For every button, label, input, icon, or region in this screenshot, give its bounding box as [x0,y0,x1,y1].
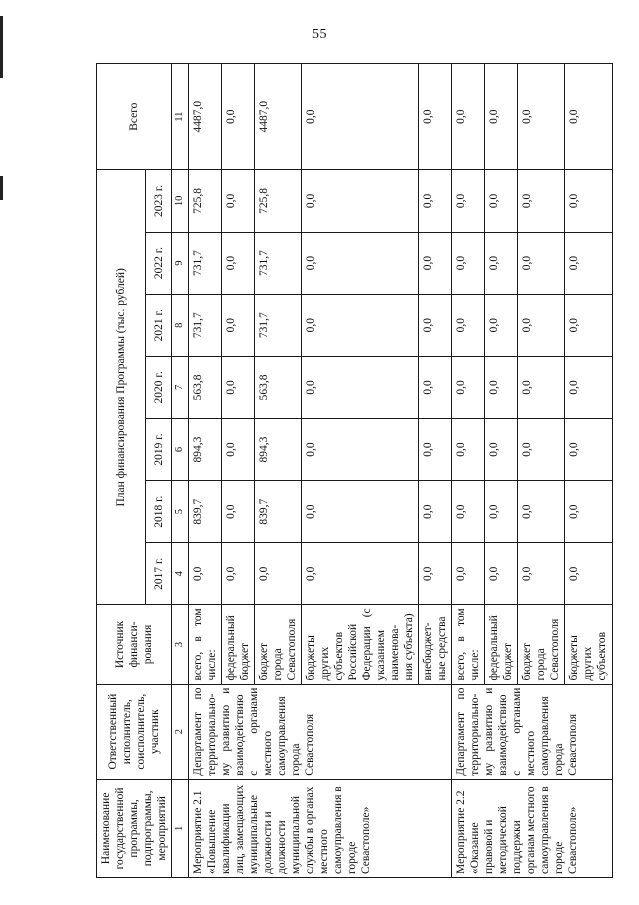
header-name: Наименование государственной программы, подпрограммы, мероприятий [97,779,172,877]
value-cell: 0,0 [452,543,485,605]
total-cell: 0,0 [419,64,452,170]
value-cell: 0,0 [222,356,255,418]
column-number: 3 [172,605,189,684]
value-cell: 0,0 [189,543,222,605]
header-year: 2021 г. [146,294,172,356]
value-cell: 0,0 [518,543,565,605]
value-cell: 839,7 [189,481,222,543]
funding-source: федеральный бюджет [485,605,518,684]
value-cell: 0,0 [485,170,518,232]
total-cell: 0,0 [302,64,419,170]
value-cell: 0,0 [485,356,518,418]
total-cell: 0,0 [518,64,565,170]
funding-source: федеральный бюджет [222,605,255,684]
value-cell: 0,0 [419,543,452,605]
value-cell: 731,7 [255,294,302,356]
funding-source: бюджет города Севастополя [255,605,302,684]
value-cell: 0,0 [518,170,565,232]
column-number: 4 [172,543,189,605]
header-source: Источник финанси-рования [97,605,172,684]
value-cell: 0,0 [255,543,302,605]
value-cell: 563,8 [255,356,302,418]
header-year: 2017 г. [146,543,172,605]
column-number: 10 [172,170,189,232]
value-cell: 0,0 [518,481,565,543]
column-number: 2 [172,684,189,779]
value-cell: 0,0 [222,481,255,543]
value-cell: 0,0 [222,232,255,294]
financing-table [96,63,613,878]
value-cell: 0,0 [565,294,612,356]
value-cell: 894,3 [255,418,302,480]
value-cell: 0,0 [302,170,419,232]
page-number: 55 [312,27,327,42]
funding-source: бюджет города Севастополя [518,605,565,684]
header-executor: Ответственный исполнитель, соисполнитель, участник [97,684,172,779]
value-cell: 0,0 [565,356,612,418]
value-cell: 731,7 [189,294,222,356]
measure-name: Мероприятие 2.2 «Оказание правовой и методической поддержки органам местного самоуправления в городе Севастополе» [452,779,612,877]
column-number: 5 [172,481,189,543]
total-cell: 0,0 [222,64,255,170]
value-cell: 0,0 [419,170,452,232]
total-cell: 0,0 [565,64,612,170]
value-cell: 725,8 [255,170,302,232]
value-cell: 0,0 [485,294,518,356]
value-cell: 0,0 [452,418,485,480]
value-cell: 0,0 [485,418,518,480]
header-plan: План финансирования Программы (тыс. рублей) [97,170,146,605]
funding-source: бюджеты других субъектов [565,605,612,684]
column-number: 7 [172,356,189,418]
value-cell: 0,0 [452,356,485,418]
value-cell: 0,0 [419,294,452,356]
scan-edge-mark [0,16,3,78]
value-cell: 0,0 [419,232,452,294]
value-cell: 0,0 [565,170,612,232]
measure-executor: Департамент по территориально-му развитию и взаимодействию с органами местного самоуправления города Севастополя [452,684,612,779]
funding-source: внебюджет-ные средства [419,605,452,684]
value-cell: 0,0 [419,418,452,480]
total-cell: 0,0 [485,64,518,170]
value-cell: 0,0 [302,481,419,543]
value-cell: 0,0 [518,294,565,356]
value-cell: 0,0 [565,418,612,480]
total-cell: 4487,0 [255,64,302,170]
value-cell: 0,0 [302,356,419,418]
total-cell: 4487,0 [189,64,222,170]
header-year: 2019 г. [146,418,172,480]
value-cell: 0,0 [452,170,485,232]
value-cell: 0,0 [565,481,612,543]
value-cell: 731,7 [189,232,222,294]
header-year: 2023 г. [146,170,172,232]
value-cell: 0,0 [485,232,518,294]
funding-source: бюджеты других субъектов Российской Федерации (с указанием наименова-ния субъекта) [302,605,419,684]
value-cell: 0,0 [485,543,518,605]
funding-source: всего, в том числе: [189,605,222,684]
table-row [452,64,485,878]
value-cell: 0,0 [222,170,255,232]
value-cell: 725,8 [189,170,222,232]
value-cell: 0,0 [302,232,419,294]
column-number: 6 [172,418,189,480]
value-cell: 839,7 [255,481,302,543]
value-cell: 0,0 [485,481,518,543]
scan-edge-mark [0,176,3,200]
total-cell: 0,0 [452,64,485,170]
value-cell: 0,0 [565,543,612,605]
column-number: 11 [172,64,189,170]
value-cell: 731,7 [255,232,302,294]
value-cell: 0,0 [222,543,255,605]
value-cell: 0,0 [452,232,485,294]
value-cell: 0,0 [302,543,419,605]
value-cell: 563,8 [189,356,222,418]
funding-source: всего, в том числе: [452,605,485,684]
table-row [189,64,222,878]
value-cell: 0,0 [452,294,485,356]
value-cell: 0,0 [518,356,565,418]
header-year: 2022 г. [146,232,172,294]
column-number: 1 [172,779,189,877]
header-total: Всего [97,64,172,170]
value-cell: 0,0 [419,481,452,543]
measure-executor: Департамент по территориально-му развитию и взаимодействию с органами местного самоуправления города Севастополя [189,684,452,779]
measure-name: Мероприятие 2.1 «Повышение квалификации лиц, замещающих муниципальные должности и должности муниципальной службы в органах местного самоуправления в городе Севастополе» [189,779,452,877]
value-cell: 0,0 [302,294,419,356]
value-cell: 0,0 [518,418,565,480]
value-cell: 0,0 [222,294,255,356]
value-cell: 0,0 [518,232,565,294]
header-year: 2020 г. [146,356,172,418]
value-cell: 0,0 [565,232,612,294]
value-cell: 0,0 [222,418,255,480]
column-number: 9 [172,232,189,294]
value-cell: 894,3 [189,418,222,480]
value-cell: 0,0 [302,418,419,480]
value-cell: 0,0 [419,356,452,418]
value-cell: 0,0 [452,481,485,543]
column-number: 8 [172,294,189,356]
rotated-table-container [96,63,609,878]
header-year: 2018 г. [146,481,172,543]
